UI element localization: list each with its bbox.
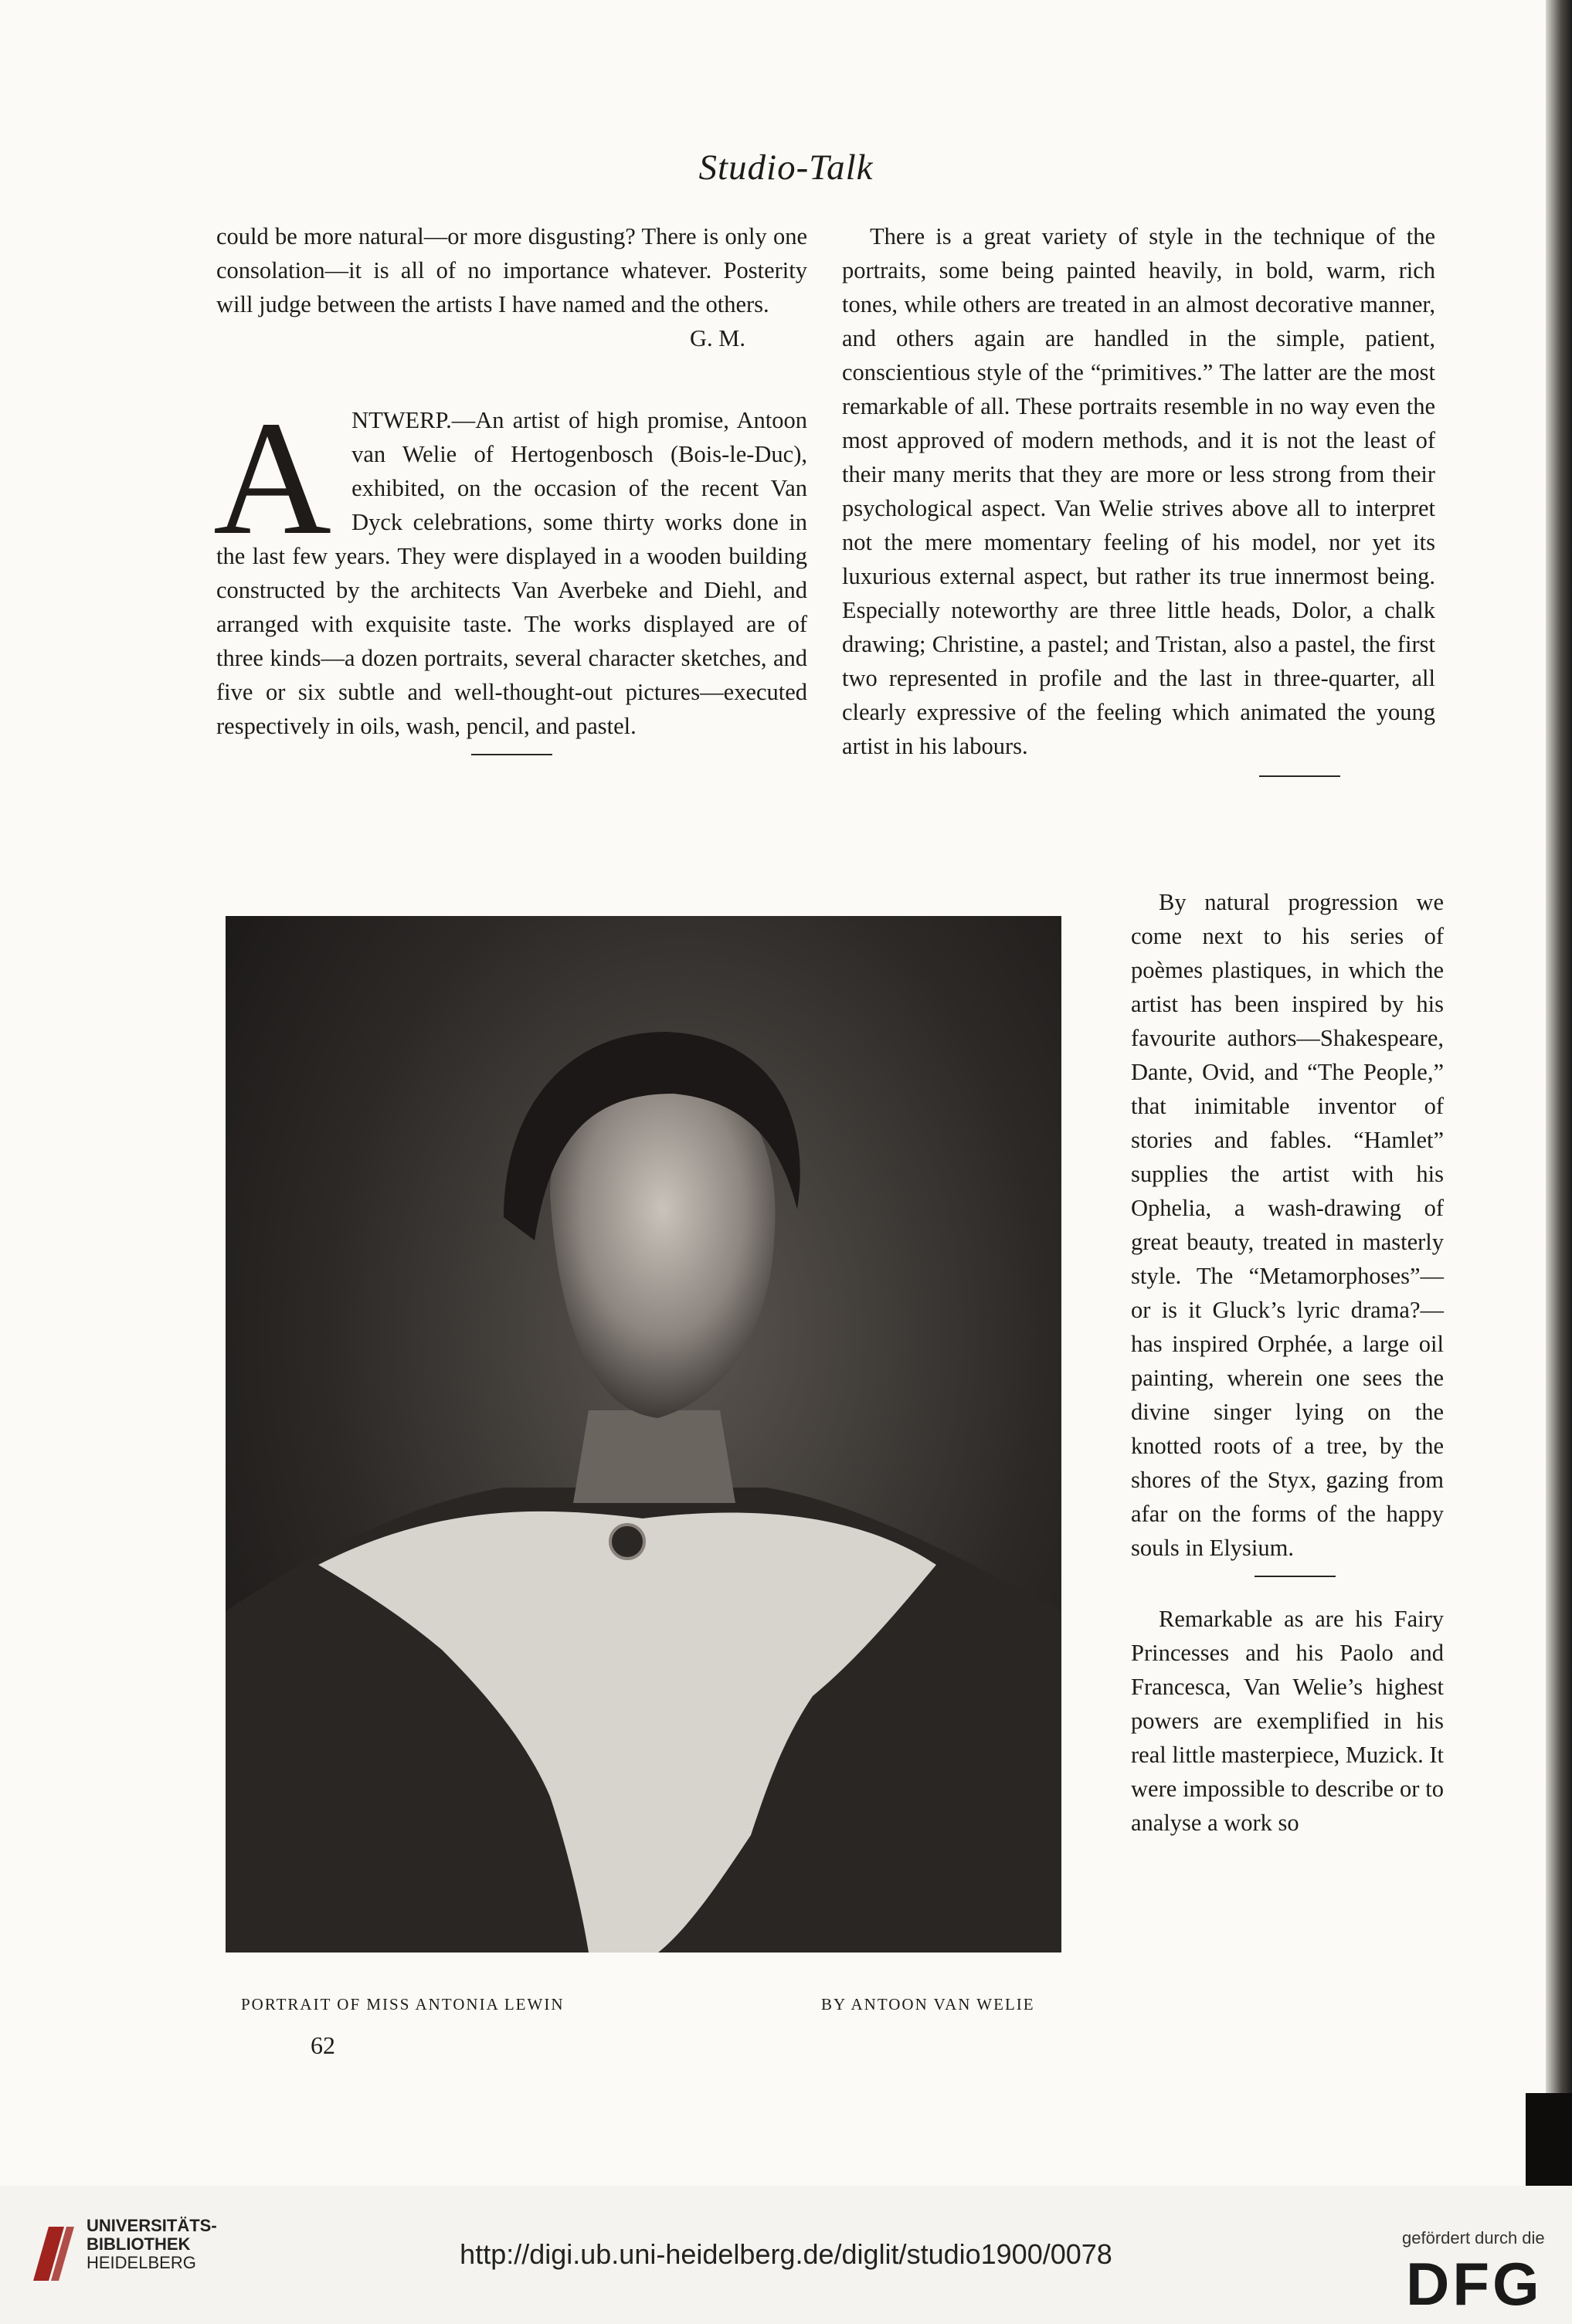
section-rule: [471, 754, 552, 755]
right-rule-1: [1259, 775, 1340, 777]
library-name-line-2: BIBLIOTHEK: [87, 2234, 191, 2254]
funding-note: gefördert durch die: [1402, 2228, 1545, 2248]
right-rule-2: [1255, 1576, 1336, 1577]
right-paragraph-1: There is a great variety of style in the technique of the portraits, some being painted heavily, in bold, warm, rich tones, while others are treated in an almost decorative manner, and others again are handled in the simple, patient, conscientious style of the “primitives.” The latter are the most remarkable of all. These portraits resemble in no way even the most approved of modern methods, and it is not the least of their many merits that they are more or less strong from their psychological aspect. Van Welie strives above all to interpret not the mere momentary feeling of his model, nor yet its luxurious external aspect, but rather its true innermost being. Especially noteworthy are three little heads, Dolor, a chalk drawing; Christine, a pastel; and Tristan, also a pastel, the first two represented in profile and the last in three-quarter, all clearly expressive of the feeling which animated the young artist in his labours.: [842, 223, 1435, 759]
portrait-illustration: [226, 916, 1061, 1952]
dfg-logo: DFG: [1406, 2250, 1543, 2318]
right-paragraph-3: Remarkable as are his Fairy Princesses and his Paolo and Francesca, Van Welie’s highest powers are exemplified in his real little masterpiece, Muzick. It were impossible to describe or to analyse a work so: [1131, 1606, 1444, 1836]
right-paragraph-2: By natural progression we come next to his series of poèmes plastiques, in which the artist has been inspired by his favourite authors—Shakespeare, Dante, Ovid, and “The People,” that inimitable inventor of stories and fables. “Hamlet” supplies the artist with his Ophelia, a wash-drawing of great beauty, treated in masterly style. The “Metamorphoses”—or is it Gluck’s lyric drama?—has inspired Orphée, a large oil painting, wherein one sees the divine singer lying on the knotted roots of a tree, by the shores of the Styx, gazing from afar on the forms of the happy souls in Elysium.: [1131, 889, 1444, 1561]
right-column-top: [842, 219, 1435, 777]
antwerp-text: NTWERP.—An artist of high promise, Antoon van Welie of Hertogenbosch (Bois-le-Duc), exhibited, on the occasion of the recent Van Dyck celebrations, some thirty works done in the last few years. They were displayed in a wooden building constructed by the architects Van Averbeke and Diehl, and arranged with exquisite taste. The works displayed are of three kinds—a dozen portraits, several character sketches, and five or six subtle and well-thought-out pictures—executed respectively in oils, wash, pencil, and pastel.: [216, 407, 807, 739]
left-paragraph-2: [213, 387, 807, 743]
right-column-narrow: [1131, 885, 1444, 1840]
page-number: 62: [311, 2031, 335, 2059]
page-edge-shadow: [1546, 0, 1572, 2186]
left-column: [213, 219, 807, 755]
library-name-line-3: HEIDELBERG: [87, 2253, 196, 2272]
running-title: Studio-Talk: [698, 148, 874, 188]
source-url-link[interactable]: http://digi.ub.uni-heidelberg.de/diglit/studio1900/0078: [460, 2238, 1112, 2270]
left-paragraph-1: could be more natural—or more disgusting? There is only one consolation—it is all of no importance whatever. Posterity will judge between the artists I have named and the others.: [216, 223, 807, 317]
figure-caption-title: PORTRAIT OF MISS ANTONIA LEWIN: [241, 1995, 565, 2014]
signature: G. M.: [689, 325, 745, 351]
portrait-photograph: [226, 916, 1061, 1952]
page-edge-corner: [1526, 2093, 1572, 2186]
library-name-line-1: UNIVERSITÄTS-: [87, 2216, 217, 2235]
figure-caption-artist: BY ANTOON VAN WELIE: [821, 1995, 1035, 2014]
drop-cap: A: [213, 387, 332, 568]
